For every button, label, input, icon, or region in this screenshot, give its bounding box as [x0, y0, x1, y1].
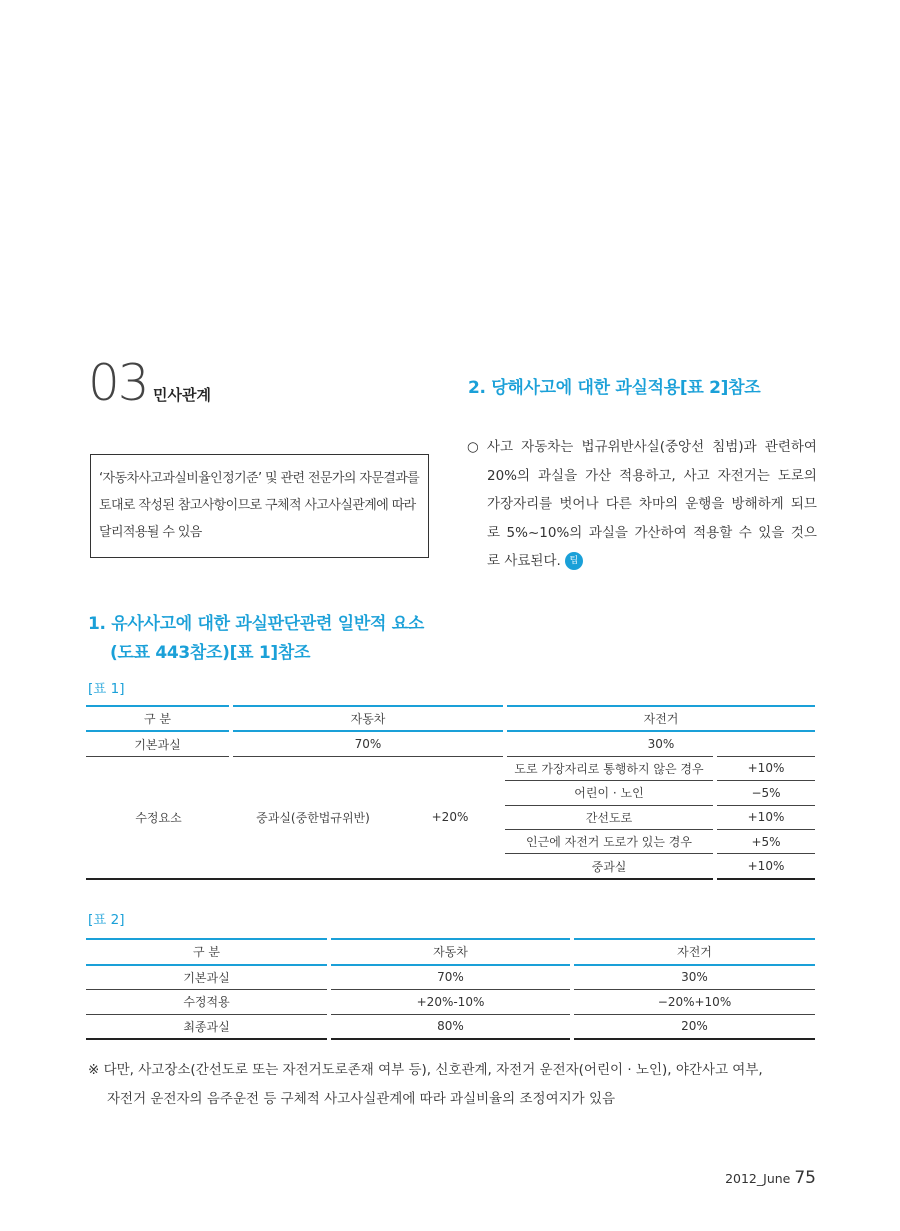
- note-line: ‘자동차사고과실비율인정기준’ 및 관련 전문가의 자문결과를: [99, 471, 420, 486]
- table1-header-car: 자동차: [231, 706, 505, 731]
- table-1: [86, 705, 815, 880]
- table2-header-car: 자동차: [329, 939, 572, 965]
- page-number: 75: [794, 1168, 816, 1188]
- note-line: 토대로 작성된 참고사항이므로 구체적 사고사실관계에 따라: [99, 498, 416, 513]
- para-line-2: 20%의 과실을 가산 적용하고, 사고 자전거는 도로의: [487, 467, 817, 484]
- note-box: [90, 454, 429, 558]
- section-number: 03: [88, 354, 148, 412]
- table-row: 최종과실 80% 20%: [86, 1014, 815, 1039]
- analysis-paragraph: [467, 433, 817, 576]
- table-row: 기본과실 70% 30%: [86, 965, 815, 990]
- para-line-4: 로 5%~10%의 과실을 가산하여 적용할 수 있을 것으: [487, 524, 817, 541]
- table-2: [86, 938, 815, 1040]
- heading-2: 2. 당해사고에 대한 과실적용[표 2]참조: [468, 378, 761, 398]
- page-footer: [725, 1168, 816, 1188]
- section-title: 민사관계: [153, 386, 211, 404]
- para-line-5: 로 사료된다. 팁: [487, 547, 817, 576]
- table1-header-category: 구 분: [86, 706, 231, 731]
- para-line-3: 가장자리를 벗어나 다른 차마의 운행을 방해하게 되므: [487, 496, 817, 512]
- table2-label: [표 2]: [88, 912, 125, 928]
- heading-1: 1. 유사사고에 대한 과실판단관련 일반적 요소 (도표 443참조)[표 1]참조: [88, 614, 424, 663]
- table-row: 기본과실 70% 30%: [86, 731, 815, 756]
- footnote: ※ 다만, 사고장소(간선도로 또는 자전거도로존재 여부 등), 신호관계, 자전거 운전자(어린이 · 노인), 야간사고 여부, 자전거 운전자의 음주운전 등 구체적 사고사실관계에 따라 과실비율의 조정여지가 있음: [88, 1062, 763, 1107]
- table-row: 수정적용 +20%-10% −20%+10%: [86, 990, 815, 1015]
- table2-header-category: 구 분: [86, 939, 329, 965]
- table2-header-bike: 자전거: [572, 939, 815, 965]
- table-row: 간선도로 +10%: [86, 805, 815, 829]
- table-row: 수정요소 중과실(중한법규위반) +20% 도로 가장자리로 통행하지 않은 경우 +10%: [86, 756, 815, 780]
- table1-header-bike: 자전거: [505, 706, 815, 731]
- table-row: 중과실 +10%: [86, 854, 815, 879]
- note-line: 달리적용될 수 있음: [99, 525, 202, 540]
- issue-label: 2012_June: [725, 1171, 791, 1186]
- table-row: 인근에 자전거 도로가 있는 경우 +5%: [86, 829, 815, 853]
- bullet-icon: ○: [467, 439, 479, 455]
- table1-label: [표 1]: [88, 681, 125, 697]
- table-row: 어린이 · 노인 −5%: [86, 781, 815, 805]
- para-line-1: ○ 사고 자동차는 법규위반사실(중앙선 침범)과 관련하여: [467, 433, 817, 462]
- tip-icon: 팁: [565, 552, 583, 570]
